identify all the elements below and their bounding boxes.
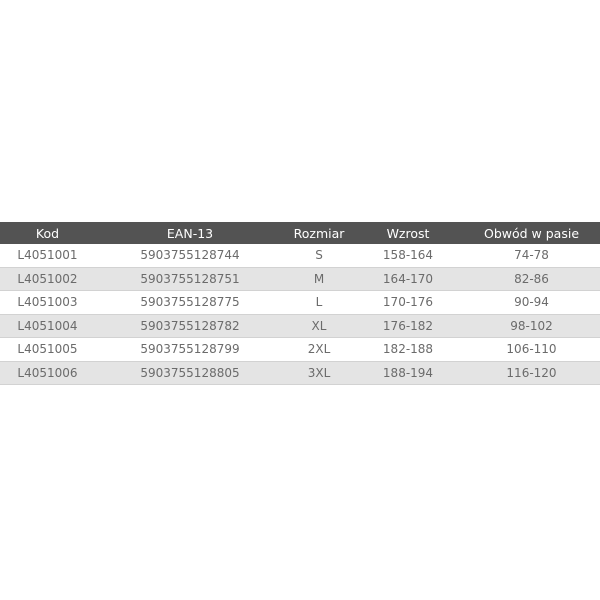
table-row: [0, 338, 600, 362]
table-row: [0, 361, 600, 385]
table-row: [0, 291, 600, 315]
cell-rozmiar: XL: [285, 314, 353, 338]
cell-wzrost: 170-176: [353, 291, 463, 315]
cell-kod: L4051002: [0, 267, 95, 291]
cell-rozmiar: L: [285, 291, 353, 315]
size-table: [0, 222, 600, 385]
cell-obwod: 82-86: [463, 267, 600, 291]
cell-rozmiar: S: [285, 244, 353, 267]
cell-kod: L4051006: [0, 361, 95, 385]
cell-ean: 5903755128775: [95, 291, 285, 315]
cell-obwod: 98-102: [463, 314, 600, 338]
cell-wzrost: 176-182: [353, 314, 463, 338]
cell-wzrost: 164-170: [353, 267, 463, 291]
cell-rozmiar: 3XL: [285, 361, 353, 385]
cell-rozmiar: M: [285, 267, 353, 291]
cell-kod: L4051001: [0, 244, 95, 267]
cell-obwod: 116-120: [463, 361, 600, 385]
table-header-row: [0, 222, 600, 244]
cell-obwod: 74-78: [463, 244, 600, 267]
cell-ean: 5903755128744: [95, 244, 285, 267]
header-ean: EAN-13: [95, 222, 285, 244]
cell-kod: L4051004: [0, 314, 95, 338]
cell-obwod: 90-94: [463, 291, 600, 315]
cell-wzrost: 182-188: [353, 338, 463, 362]
cell-kod: L4051005: [0, 338, 95, 362]
header-obwod: Obwód w pasie: [463, 222, 600, 244]
table-row: [0, 267, 600, 291]
cell-wzrost: 158-164: [353, 244, 463, 267]
cell-ean: 5903755128751: [95, 267, 285, 291]
table-row: [0, 314, 600, 338]
header-rozmiar: Rozmiar: [285, 222, 353, 244]
cell-kod: L4051003: [0, 291, 95, 315]
cell-ean: 5903755128805: [95, 361, 285, 385]
cell-rozmiar: 2XL: [285, 338, 353, 362]
cell-ean: 5903755128782: [95, 314, 285, 338]
cell-obwod: 106-110: [463, 338, 600, 362]
table-row: [0, 244, 600, 267]
header-kod: Kod: [0, 222, 95, 244]
cell-ean: 5903755128799: [95, 338, 285, 362]
header-wzrost: Wzrost: [353, 222, 463, 244]
cell-wzrost: 188-194: [353, 361, 463, 385]
